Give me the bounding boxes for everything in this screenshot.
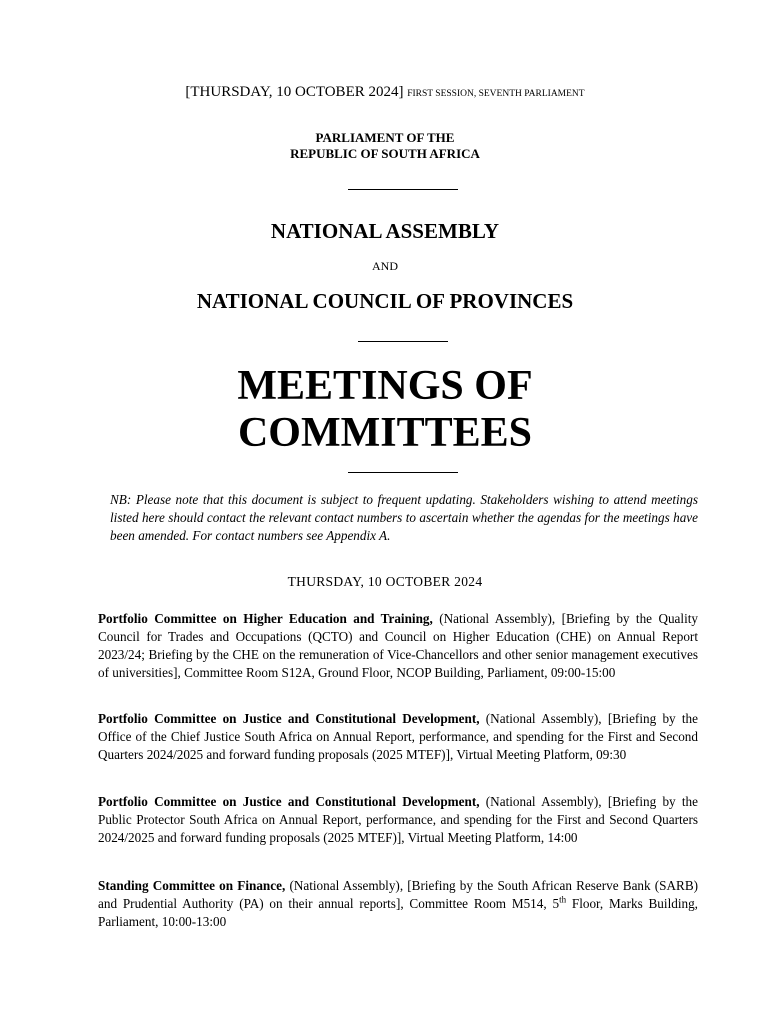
national-assembly-heading: NATIONAL ASSEMBLY (270, 219, 500, 243)
page-title (0, 363, 770, 457)
committee-name: Standing Committee on Finance, (98, 878, 286, 893)
title-line-1: MEETINGS OF (237, 363, 533, 409)
ncop-heading: NATIONAL COUNCIL OF PROVINCES (196, 289, 574, 313)
parliament-heading (0, 130, 770, 162)
divider-rule (348, 189, 458, 190)
meeting-entry (98, 610, 698, 682)
notice-paragraph: NB: Please note that this document is subject to frequent updating. Stakeholders wishing to attend meetings listed here should contact the relevant contact numbers to ascertain whether the agendas for the meetings have been amended. For contact numbers see Appendix A. (110, 492, 698, 543)
meeting-entry (98, 793, 698, 847)
committee-name: Portfolio Committee on Justice and Constitutional Development, (98, 794, 480, 809)
meeting-entry (98, 877, 698, 931)
meeting-details: (National Assembly), [Briefing by the Quality Council for Trades and Occupations (QCTO) and Council on Higher Education (CHE) on Annual Report 2023/24; Briefing by the CHE on the remuneration of Vice-Chancellors and other senior management executives of universities], Committee Room S12A, Ground Floor, NCOP Building, Parliament, 09:00-15:00 (98, 611, 698, 680)
parliament-line-2: REPUBLIC OF SOUTH AFRICA (290, 146, 480, 161)
meeting-details: (National Assembly), [Briefing by the Public Protector South Africa on Annual Report, performance, and spending for the First and Second Quarters 2024/2025 and forward funding proposals (2025 MTEF)], Virtual Meeting Platform, 14:00 (98, 794, 699, 845)
title-line-2: COMMITTEES (237, 410, 533, 456)
document-header (0, 84, 770, 101)
day-heading: THURSDAY, 10 OCTOBER 2024 (287, 574, 483, 589)
committee-name: Portfolio Committee on Higher Education and Training, (98, 611, 433, 626)
parliament-line-1: PARLIAMENT OF THE (315, 130, 455, 145)
header-session: FIRST SESSION, SEVENTH PARLIAMENT (407, 89, 585, 99)
meeting-details: (National Assembly), [Briefing by the Office of the Chief Justice South Africa on Annual Report, performance, and spending for the First and Second Quarters 2024/2025 and forward funding proposals (2025 MTEF)], Virtual Meeting Platform, 09:30 (98, 711, 699, 762)
divider-rule (348, 472, 458, 473)
meeting-details-end: Floor, Marks Building, Parliament, 10:00-13:00 (98, 896, 698, 929)
ordinal-suffix: th (559, 894, 567, 905)
divider-rule (358, 341, 448, 342)
and-label: AND (372, 259, 398, 273)
header-date: [THURSDAY, 10 OCTOBER 2024] (185, 84, 404, 100)
meeting-entry (98, 710, 698, 764)
committee-name: Portfolio Committee on Justice and Constitutional Development, (98, 711, 480, 726)
meeting-details: (National Assembly), [Briefing by the South African Reserve Bank (SARB) and Prudential Authority (PA) on their annual reports], Committee Room M514, 5 (98, 878, 699, 911)
